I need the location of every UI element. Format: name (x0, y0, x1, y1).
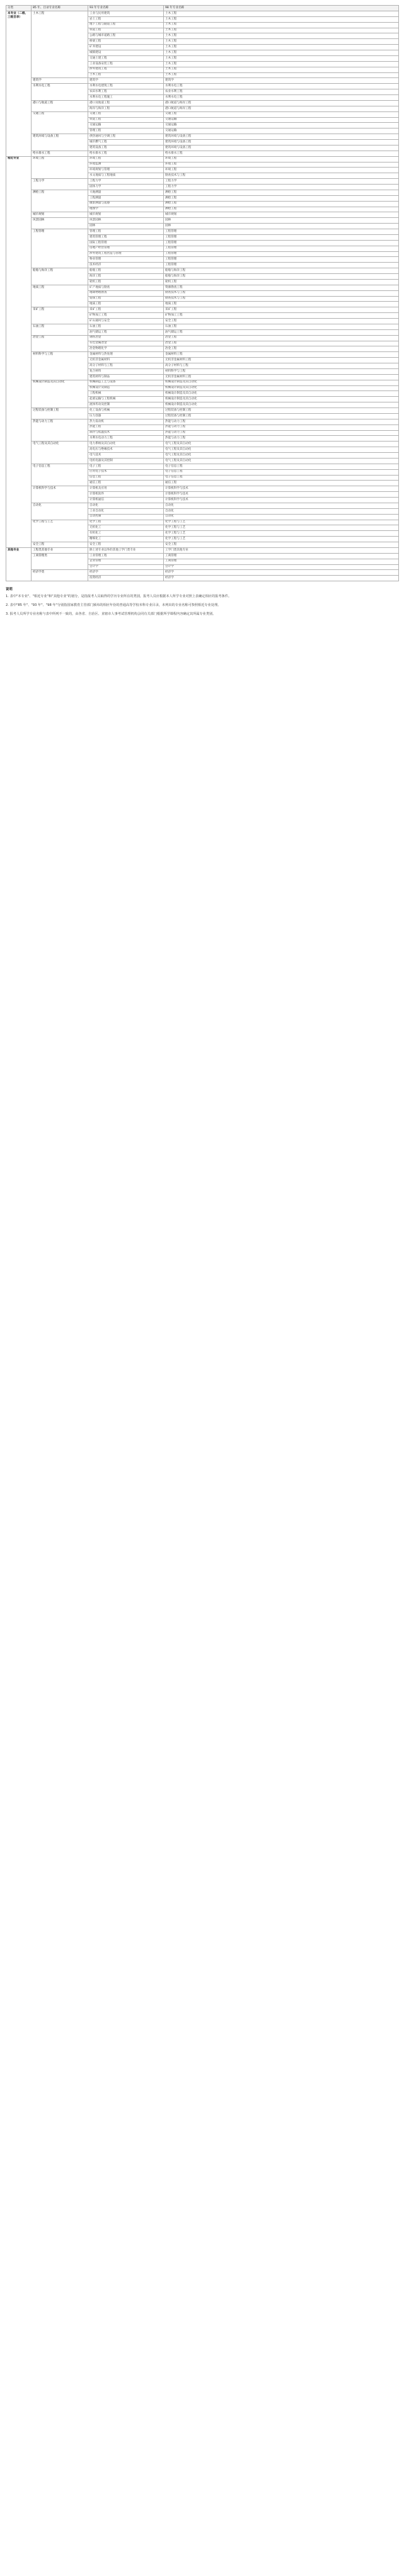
major-1993-cell: 化学工程 (88, 520, 164, 525)
major-1993-cell: 工程测量 (88, 195, 164, 201)
major-1993-cell: 电气技术 (88, 453, 164, 459)
major-1998-cell: 工程管理 (164, 229, 399, 235)
major-1993-cell: 涉外建筑工程营造与管理 (88, 251, 164, 257)
major-1993-cell: 技术经济 (88, 263, 164, 268)
major-1998-cell: 冶金工程 (164, 335, 399, 341)
major-1998-cell: 测绘工程 (164, 195, 399, 201)
table-row (6, 307, 399, 313)
major-1998-cell: 资源勘查工程 (164, 285, 399, 290)
major-1998-cell: 土木工程 (164, 28, 399, 33)
table-row (6, 419, 399, 425)
major-1993-cell: 企业管理 (88, 559, 164, 564)
major-1993-cell: 水利水电动力工程 (88, 436, 164, 442)
major-1998-cell: 冶金工程 (164, 341, 399, 346)
major-1998-cell: 机械设计制造及其自动化 (164, 385, 399, 391)
major-1998-cell: 工程管理 (164, 240, 399, 246)
major-1993-cell: 环境规划与管理 (88, 168, 164, 173)
major-1998-cell: 电子信息工程 (164, 475, 399, 481)
notes-paragraph: 3. 报考人员所学专业名称与表中所列不一致的，由各省、自治区、直辖市人事考试管理机构会同有关部门根据所学课程内容确定其所属专业类别。 (6, 612, 216, 617)
major-1998-cell: 土木工程 (164, 11, 399, 16)
major-1998-cell: 港口航道与海岸工程 (164, 100, 399, 106)
major-1998-cell: 工程管理 (164, 246, 399, 251)
major-1993-cell: 化工设备与机械 (88, 408, 164, 414)
category-cell: 相近专业 (6, 156, 32, 547)
major-group-cell: 土木工程 (32, 11, 88, 78)
major-1993-cell: 流体传动及控制 (88, 402, 164, 408)
table-row (6, 268, 399, 274)
major-1998-cell: 机械设计制造及其自动化 (164, 391, 399, 397)
major-1993-cell: 地图学 (88, 207, 164, 212)
major-1998-cell: 测绘工程 (164, 207, 399, 212)
major-group-cell: 过程装备与控制工程 (32, 408, 88, 419)
category-cell: 本专业（二级、三级目录） (6, 11, 32, 156)
major-1993-cell: 港口及航道工程 (88, 100, 164, 106)
major-1993-cell: 钻探工程 (88, 296, 164, 302)
major-1998-cell: 园林 (164, 218, 399, 224)
major-1998-cell: 石油工程 (164, 324, 399, 329)
table-row (6, 78, 399, 84)
major-1993-cell: 机械设计及制造 (88, 385, 164, 391)
major-1998-cell: 建筑环境与设备工程 (164, 140, 399, 145)
major-1998-cell: 勘查技术与工程 (164, 173, 399, 179)
major-1998-cell: 自动化 (164, 508, 399, 514)
major-group-cell: 石油工程 (32, 324, 88, 335)
major-1993-cell: 交通土建工程 (88, 55, 164, 61)
major-1993-cell: 大地测量 (88, 190, 164, 195)
major-1998-cell: 化学工程与工艺 (164, 525, 399, 531)
major-group-cell: 船舶与海洋工程 (32, 268, 88, 285)
major-1998-cell: 机械设计制造及其自动化 (164, 397, 399, 402)
major-1993-cell: 城镇建设 (88, 50, 164, 56)
header-1993-major: 93 年专业名称 (88, 6, 164, 11)
major-1998-cell: 会计学 (164, 564, 399, 570)
major-1998-cell: 土木工程 (164, 50, 399, 56)
major-1993-cell: 精细化工 (88, 537, 164, 542)
major-1998-cell: 电子信息工程 (164, 464, 399, 469)
major-1993-cell: 建筑学 (88, 78, 164, 84)
major-1998-cell: 勘查技术与工程 (164, 290, 399, 296)
major-1993-cell: 无机非金属材料 (88, 358, 164, 363)
notes-paragraph: 2. 表中"85 年"、"93 年"、"98 年"分别指国家教育主管部门颁布的相应年份的普通高等学校本科专业目录，未列出的专业名称可参照相近专业处理。 (6, 603, 221, 608)
major-1993-cell: 钢铁冶金 (88, 335, 164, 341)
major-group-cell: 测绘工程 (32, 190, 88, 212)
major-1993-cell: 水利水电建筑工程 (88, 84, 164, 89)
major-group-cell: 电子信息工程 (32, 464, 88, 486)
major-1998-cell: 工学门类其他专业 (164, 547, 399, 553)
major-1998-cell: 交通工程 (164, 111, 399, 117)
header-category: 分类 (6, 6, 32, 11)
major-1998-cell: 无机非金属材料工程 (164, 374, 399, 380)
major-1993-cell: 工业设备安装工程 (88, 61, 164, 67)
major-1993-cell: 油气储运工程 (88, 329, 164, 335)
major-group-cell: 工商管理类 (32, 553, 88, 570)
major-1998-cell: 园林 (164, 224, 399, 229)
major-1998-cell: 热能与动力工程 (164, 425, 399, 430)
major-1993-cell: 地质工程 (88, 302, 164, 307)
major-1993-cell: 经济学 (88, 570, 164, 576)
major-group-cell: 建筑环境与设备工程 (32, 134, 88, 151)
major-1998-cell: 土木工程 (164, 67, 399, 72)
major-1993-cell: 水文地质与工程地质 (88, 173, 164, 179)
major-1998-cell: 土木工程 (164, 33, 399, 39)
major-1993-cell: 风景园林 (88, 218, 164, 224)
major-1998-cell: 高分子材料与工程 (164, 363, 399, 369)
major-1998-cell: 土木工程 (164, 16, 399, 22)
major-1993-cell: 建筑管理工程 (88, 234, 164, 240)
major-group-cell: 风景园林 (32, 218, 88, 229)
major-1998-cell: 安全工程 (164, 542, 399, 548)
major-1993-cell: 摄影测量与遥感 (88, 201, 164, 207)
major-1998-cell: 电气工程及其自动化 (164, 442, 399, 447)
major-1998-cell: 环境工程 (164, 156, 399, 162)
major-group-cell: 工程类其他专业 (32, 547, 88, 553)
major-1993-cell: 桥梁工程 (88, 39, 164, 45)
notes-paragraph: 1. 表中"本专业"、"相近专业"和"其他专业"的划分，是指报考人员取得的学历专业所在的类别，报考人员应根据本人所学专业对照上表确定相应的报考条件。 (6, 595, 232, 599)
major-group-cell: 化学工程与工艺 (32, 520, 88, 542)
major-group-cell: 工程力学 (32, 179, 88, 190)
table-body (6, 11, 399, 581)
major-1998-cell: 计算机科学与技术 (164, 492, 399, 498)
major-1993-cell: 计算机及应用 (88, 486, 164, 492)
major-1993-cell: 交通工程 (88, 111, 164, 117)
major-1998-cell: 自动化 (164, 514, 399, 520)
major-1993-cell: 船舶工程 (88, 268, 164, 274)
major-1998-cell: 环境工程 (164, 168, 399, 173)
major-1993-cell: 压力容器 (88, 413, 164, 419)
major-1993-cell: 制冷与低温技术 (88, 430, 164, 436)
major-1993-cell: 工业管理工程 (88, 553, 164, 559)
major-1993-cell: 高分子材料与工程 (88, 363, 164, 369)
major-1993-cell: 工业自动化 (88, 508, 164, 514)
major-1998-cell: 过程装备与控制工程 (164, 413, 399, 419)
major-group-cell: 港口与航道工程 (32, 100, 88, 111)
major-1998-cell: 自动化 (164, 503, 399, 508)
table-row (6, 542, 399, 548)
notes-section (6, 588, 398, 618)
major-1993-cell: 农田水利工程 (88, 89, 164, 95)
major-1993-cell: 热能工程 (88, 425, 164, 430)
major-1993-cell: 岩土工程 (88, 16, 164, 22)
major-1998-cell: 热能与动力工程 (164, 436, 399, 442)
major-1998-cell: 采矿工程 (164, 307, 399, 313)
major-1993-cell: 电子工程 (88, 464, 164, 469)
major-1998-cell: 测绘工程 (164, 201, 399, 207)
major-1993-cell: 应用电子技术 (88, 469, 164, 475)
major-1993-cell: 矿山通风与安全 (88, 319, 164, 324)
major-1993-cell: 自动化 (88, 503, 164, 508)
notes-title: 说明 (6, 588, 13, 592)
major-1993-cell: 铁道工程 (88, 117, 164, 123)
major-1993-cell: 工程机械 (88, 391, 164, 397)
major-1993-cell: 地下工程与隧道工程 (88, 22, 164, 28)
major-1993-cell: 地球物理勘查 (88, 290, 164, 296)
major-group-cell: 地质工程 (32, 285, 88, 307)
major-group-cell: 建筑学 (32, 78, 88, 84)
major-1993-cell: 电机电器及其控制 (88, 458, 164, 464)
table-row (6, 442, 399, 447)
major-1998-cell: 船舶与海洋工程 (164, 274, 399, 280)
major-1998-cell: 矿物加工工程 (164, 313, 399, 319)
major-group-cell: 计算机科学与技术 (32, 486, 88, 503)
major-1993-cell: 矿产地质与勘查 (88, 285, 164, 290)
major-1993-cell: 工程力学 (88, 179, 164, 185)
major-1998-cell: 工程管理 (164, 263, 399, 268)
major-group-cell: 经济学类 (32, 570, 88, 581)
table-row (6, 111, 399, 117)
table-row (6, 190, 399, 195)
major-1998-cell: 电气工程及其自动化 (164, 458, 399, 464)
major-1993-cell: 交通运输 (88, 123, 164, 128)
major-group-cell: 给水排水工程 (32, 151, 88, 156)
major-group-cell: 机械设计制造及其自动化 (32, 380, 88, 407)
major-1998-cell: 土木工程 (164, 61, 399, 67)
major-1998-cell: 建筑环境与设备工程 (164, 134, 399, 140)
major-1998-cell: 热能与动力工程 (164, 419, 399, 425)
major-1993-cell: 矿物加工工程 (88, 313, 164, 319)
major-1993-cell: 给水排水工程 (88, 151, 164, 156)
header-1985-major: 85 年、目录专业名称 (32, 6, 88, 11)
major-1993-cell: 会计学 (88, 564, 164, 570)
header-1998-major: 98 年专业名称 (164, 6, 399, 11)
major-1993-cell: 无机化工 (88, 525, 164, 531)
major-group-cell: 材料科学与工程 (32, 352, 88, 380)
table-row (6, 547, 399, 553)
table-row (6, 11, 399, 16)
major-1993-cell: 高电压与绝缘技术 (88, 447, 164, 453)
major-1993-cell: 复合材料 (88, 368, 164, 374)
major-1993-cell: 投资经济 (88, 576, 164, 581)
major-1998-cell: 环境工程 (164, 162, 399, 168)
major-group-cell: 安全工程 (32, 542, 88, 548)
major-1998-cell: 经济学 (164, 570, 399, 576)
table-row (6, 486, 399, 492)
major-1993-cell: 城市燃气工程 (88, 140, 164, 145)
table-row (6, 503, 399, 508)
major-1993-cell: 机械制造工艺与设备 (88, 380, 164, 385)
major-1998-cell: 农业水利工程 (164, 89, 399, 95)
major-1993-cell: 固体力学 (88, 185, 164, 190)
table-row (6, 179, 399, 185)
major-1993-cell: 起重运输与工程机械 (88, 397, 164, 402)
major-1998-cell: 水利水电工程 (164, 84, 399, 89)
table-row (6, 134, 399, 140)
major-1998-cell: 土木工程 (164, 55, 399, 61)
major-1998-cell: 土木工程 (164, 72, 399, 78)
major-1993-cell: 水利水电工程施工 (88, 95, 164, 101)
major-1998-cell: 无机非金属材料工程 (164, 358, 399, 363)
major-1993-cell: 管理工程 (88, 229, 164, 235)
major-1998-cell: 经济学 (164, 576, 399, 581)
major-group-cell: 冶金工程 (32, 335, 88, 352)
major-1998-cell: 油气储运工程 (164, 329, 399, 335)
category-cell: 其他专业 (6, 547, 32, 581)
table-header-row (6, 6, 399, 11)
major-1998-cell: 工程管理 (164, 234, 399, 240)
table-row (6, 570, 399, 576)
major-1998-cell: 船舶与海洋工程 (164, 268, 399, 274)
table-row (6, 285, 399, 290)
major-group-cell: 工程管理 (32, 229, 88, 268)
major-1998-cell: 材料科学与工程 (164, 368, 399, 374)
major-1998-cell: 安全工程 (164, 319, 399, 324)
major-1998-cell: 化学工程与工艺 (164, 520, 399, 525)
major-1998-cell: 建筑环境与设备工程 (164, 145, 399, 151)
major-1993-cell: 自动控制 (88, 514, 164, 520)
major-1998-cell: 计算机科学与技术 (164, 498, 399, 503)
major-1993-cell: 铁道工程 (88, 28, 164, 33)
major-1998-cell: 给水排水工程 (164, 151, 399, 156)
major-1998-cell: 勘查技术与工程 (164, 296, 399, 302)
table-row (6, 352, 399, 358)
major-1993-cell: 有色金属冶金 (88, 341, 164, 346)
table-row (6, 324, 399, 329)
major-1998-cell: 工商管理 (164, 553, 399, 559)
major-1993-cell: 城市规划 (88, 212, 164, 218)
major-1998-cell: 电气工程及其自动化 (164, 447, 399, 453)
major-1993-cell: 物业管理 (88, 257, 164, 263)
major-1998-cell: 交通运输 (164, 117, 399, 123)
major-1993-cell: 安全工程 (88, 542, 164, 548)
major-group-cell: 采矿工程 (32, 307, 88, 324)
major-1993-cell: 采矿工程 (88, 307, 164, 313)
major-1998-cell: 化学工程与工艺 (164, 537, 399, 542)
major-1998-cell: 工程力学 (164, 179, 399, 185)
major-1993-cell: 土木工程 (88, 72, 164, 78)
major-1993-cell: 管理工程 (88, 128, 164, 134)
major-1998-cell: 工程管理 (164, 251, 399, 257)
major-1998-cell: 土木工程 (164, 22, 399, 28)
major-1993-cell: 计算机通信 (88, 498, 164, 503)
major-group-cell: 电气工程及其自动化 (32, 442, 88, 464)
major-1998-cell: 电子信息工程 (164, 469, 399, 475)
major-1993-cell: 石油工程 (88, 324, 164, 329)
major-1993-cell: 环境监测 (88, 162, 164, 168)
table-row (6, 408, 399, 414)
table-row (6, 335, 399, 341)
major-1993-cell: 热力发动机 (88, 419, 164, 425)
major-1993-cell: 海岸与海洋工程 (88, 106, 164, 111)
major-group-cell: 水利水电工程 (32, 84, 88, 101)
table-row (6, 212, 399, 218)
major-1998-cell: 土木工程 (164, 39, 399, 45)
major-1998-cell: 电气工程及其自动化 (164, 453, 399, 459)
major-1993-cell: 国际工程管理 (88, 240, 164, 246)
major-1993-cell: 海洋工程 (88, 274, 164, 280)
major-classification-table (6, 5, 399, 581)
major-1998-cell: 轮机工程 (164, 279, 399, 285)
major-1993-cell: 金属材料与热处理 (88, 352, 164, 358)
table-row (6, 380, 399, 385)
major-1998-cell: 热能与动力工程 (164, 430, 399, 436)
major-1993-cell: 有机化工 (88, 531, 164, 537)
major-1998-cell: 金属材料工程 (164, 352, 399, 358)
table-row (6, 464, 399, 469)
table-row (6, 156, 399, 162)
major-1998-cell: 机械设计制造及其自动化 (164, 380, 399, 385)
major-1998-cell: 交通运输 (164, 123, 399, 128)
major-1998-cell: 化学工程与工艺 (164, 531, 399, 537)
major-1993-cell: 涉外建筑工程 (88, 67, 164, 72)
major-1993-cell: 建筑材料与制品 (88, 374, 164, 380)
major-1998-cell: 通信工程 (164, 481, 399, 486)
major-1993-cell: 信息工程 (88, 475, 164, 481)
major-1993-cell: 园林 (88, 224, 164, 229)
major-1993-cell: 环境工程 (88, 156, 164, 162)
table-row (6, 229, 399, 235)
major-group-cell: 环境工程 (32, 156, 88, 179)
table-row (6, 520, 399, 525)
major-1998-cell: 水利水电工程 (164, 95, 399, 101)
major-1998-cell: 机械设计制造及其自动化 (164, 402, 399, 408)
major-1998-cell: 地质工程 (164, 302, 399, 307)
document (6, 5, 398, 618)
major-1993-cell: 通信工程 (88, 481, 164, 486)
major-1993-cell: 轮机工程 (88, 279, 164, 285)
major-group-cell: 自动化 (32, 503, 88, 520)
major-1993-cell: 房地产经营管理 (88, 246, 164, 251)
table-row (6, 218, 399, 224)
major-group-cell: 城市规划 (32, 212, 88, 218)
major-1998-cell: 交通运输 (164, 128, 399, 134)
major-1993-cell: 除上述专业以外的其他工学门类专业 (88, 547, 164, 553)
major-1998-cell: 港口航道与海岸工程 (164, 106, 399, 111)
major-1998-cell: 建筑学 (164, 78, 399, 84)
table-row (6, 100, 399, 106)
major-1998-cell: 土木工程 (164, 45, 399, 50)
major-1993-cell: 电力系统及其自动化 (88, 442, 164, 447)
major-1993-cell: 计算机软件 (88, 492, 164, 498)
major-1998-cell: 冶金工程 (164, 346, 399, 352)
major-1998-cell: 工程管理 (164, 257, 399, 263)
table-row (6, 151, 399, 156)
major-1998-cell: 过程装备与控制工程 (164, 408, 399, 414)
major-1993-cell: 矿井建设 (88, 45, 164, 50)
table-row (6, 84, 399, 89)
major-group-cell: 交通工程 (32, 111, 88, 134)
major-1993-cell: 建筑设备工程 (88, 145, 164, 151)
major-1993-cell: 工业与民用建筑 (88, 11, 164, 16)
major-1993-cell: 冶金物理化学 (88, 346, 164, 352)
major-1998-cell: 测绘工程 (164, 190, 399, 195)
major-1993-cell: 供热通风与空调工程 (88, 134, 164, 140)
major-1998-cell: 工商管理 (164, 559, 399, 564)
major-1998-cell: 计算机科学与技术 (164, 486, 399, 492)
major-group-cell: 热能与动力工程 (32, 419, 88, 442)
major-1998-cell: 工程力学 (164, 185, 399, 190)
major-1998-cell: 城市规划 (164, 212, 399, 218)
major-1993-cell: 公路与城市道路工程 (88, 33, 164, 39)
table-row (6, 553, 399, 559)
